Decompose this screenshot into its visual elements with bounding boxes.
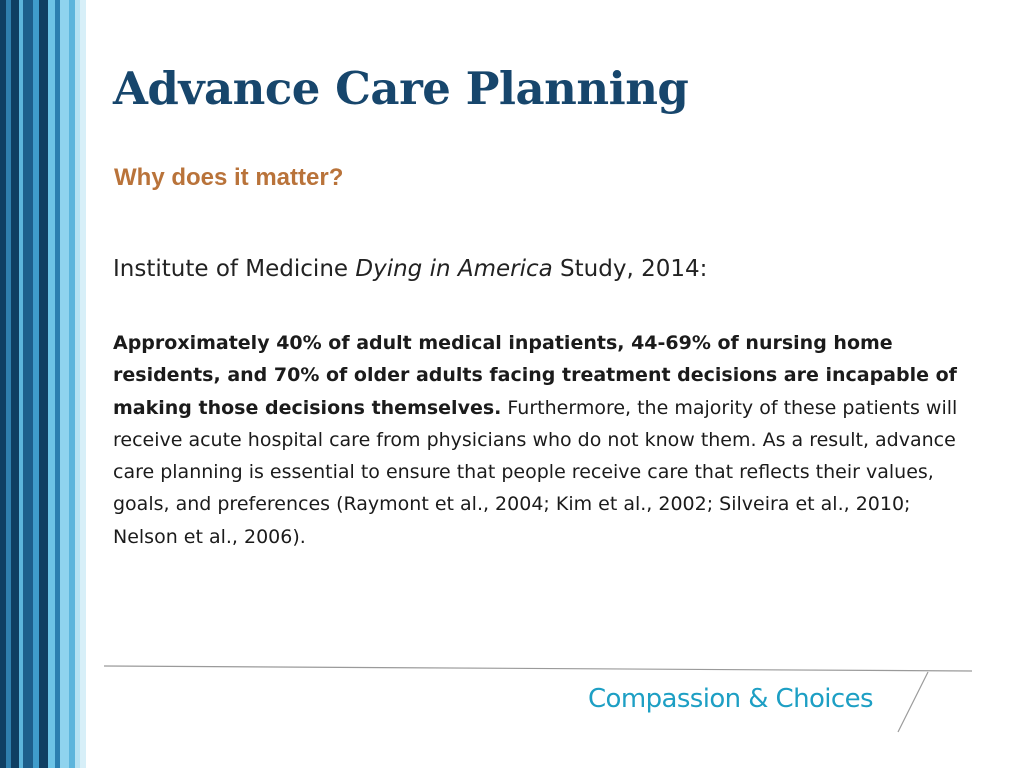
decorative-stripe-band [0,0,86,768]
study-suffix: Study, 2014: [552,256,708,282]
slide-title: Advance Care Planning [113,62,689,115]
study-title: Dying in America [355,256,553,282]
compassion-choices-logo: Compassion & Choices [588,684,873,714]
body-bold-statement: Approximately 40% of adult medical inpatients, 44-69% of nursing home residents, and 70% of older adults facing treatment decisions are incapable of making those decisions themselves. [113,332,957,419]
body-paragraph [113,327,973,553]
footer-rule [104,666,972,671]
study-prefix: Institute of Medicine [113,256,356,282]
footer-slash [898,672,928,732]
slide-subtitle: Why does it matter? [114,164,344,191]
body-regular-text: Furthermore, the majority of these patients will receive acute hospital care from physicians who do not know them. As a result, advance care planning is essential to ensure that people receive care that reflects their values, goals, and preferences (Raymont et al., 2004; Kim et al., 2002; Silveira et al., 2010; Nelson et al., 2006). [113,396,958,548]
study-reference [113,256,707,282]
